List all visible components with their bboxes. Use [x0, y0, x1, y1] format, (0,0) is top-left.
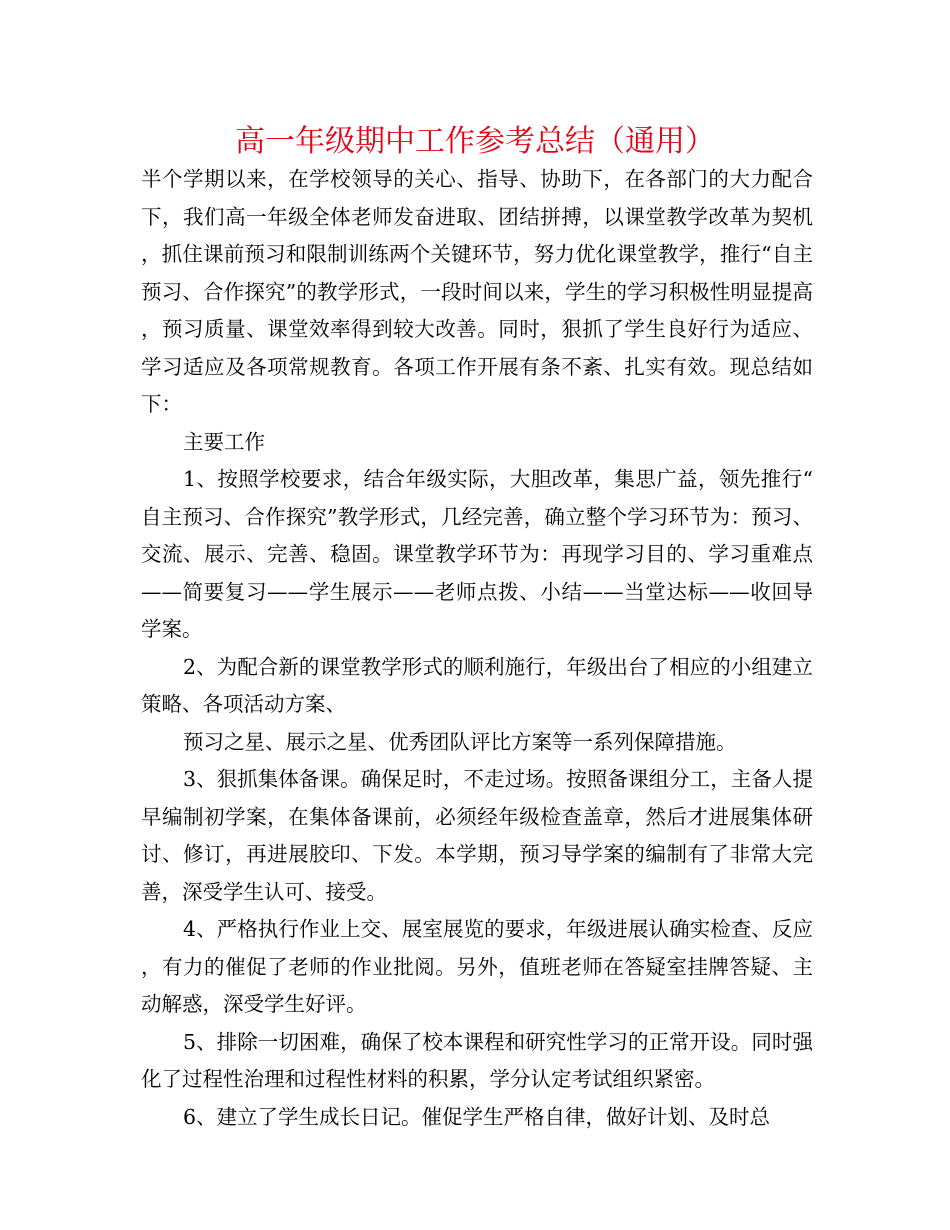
- paragraph-item-2: 2、为配合新的课堂教学形式的顺利施行，年级出台了相应的小组建立策略、各项活动方案、: [141, 654, 813, 716]
- paragraph-item-4: 4、严格执行作业上交、展室展览的要求，年级进展认确实检查、反应，有力的催促了老师的作业批阅。另外，值班老师在答疑室挂牌答疑、主动解惑，深受学生好评。: [141, 917, 813, 1016]
- document-body: [141, 161, 813, 1136]
- paragraph-heading-main-work: 主要工作: [183, 429, 265, 454]
- document-title: 高一年级期中工作参考总结（通用）: [235, 124, 715, 159]
- paragraph-intro: 半个学期以来，在学校领导的关心、指导、协助下，在各部门的大力配合下，我们高一年级全体老师发奋进取、团结拼搏，以课堂教学改革为契机，抓住课前预习和限制训练两个关键环节，努力优化课堂教学，推行“自主预习、合作探究”的教学形式，一段时间以来，学生的学习积极性明显提高，预习质量、课堂效率得到较大改善。同时，狠抓了学生良好行为适应、学习适应及各项常规教育。各项工作开展有条不紊、扎实有效。现总结如下：: [141, 167, 813, 416]
- paragraph-item-1: 1、按照学校要求，结合年级实际，大胆改革，集思广益，领先推行“自主预习、合作探究”教学形式，几经完善，确立整个学习环节为：预习、交流、展示、完善、稳固。课堂教学环节为：再现学习目的、学习重难点——简要复习——学生展示——老师点拨、小结——当堂达标——收回导学案。: [141, 467, 813, 641]
- paragraph-item-2-continued: 预习之星、展示之星、优秀团队评比方案等一系列保障措施。: [183, 729, 737, 754]
- paragraph-item-6: 6、建立了学生成长日记。催促学生严格自律，做好计划、及时总: [183, 1104, 771, 1129]
- paragraph-item-3: 3、狠抓集体备课。确保足时，不走过场。按照备课组分工，主备人提早编制初学案，在集体备课前，必须经年级检查盖章，然后才进展集体研讨、修订，再进展胶印、下发。本学期，预习导学案的编制有了非常大完善，深受学生认可、接受。: [141, 767, 813, 904]
- paragraph-item-5: 5、排除一切困难，确保了校本课程和研究性学习的正常开设。同时强化了过程性治理和过程性材料的积累，学分认定考试组织紧密。: [141, 1029, 813, 1091]
